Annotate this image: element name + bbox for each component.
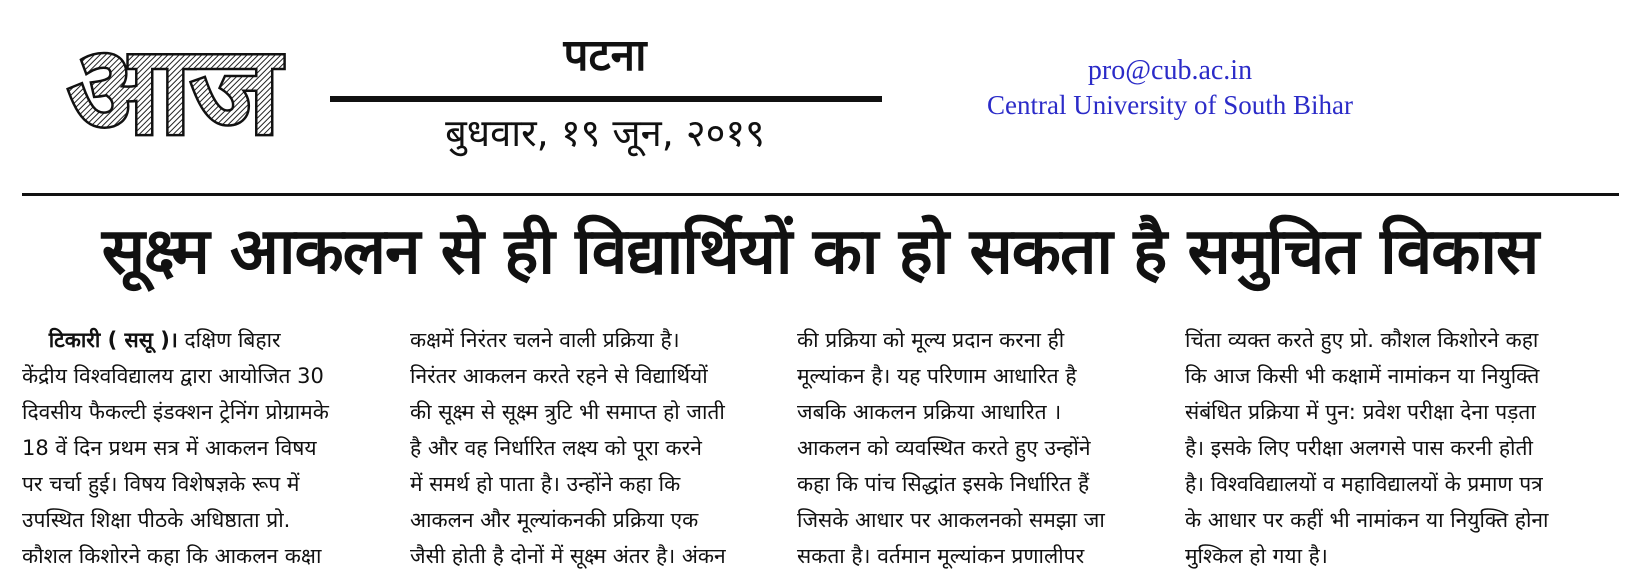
column-line: उपस्थित शिक्षा पीठके अधिष्ठाता प्रो. — [22, 508, 291, 532]
newspaper-logo — [4, 20, 344, 150]
column-line: कि आज किसी भी कक्षामें नामांकन या नियुक्ति — [1185, 364, 1540, 388]
column-line — [22, 322, 390, 358]
column-line: चिंता व्यक्त करते हुए प्रो. कौशल किशोरने कहा — [1185, 328, 1539, 352]
column-line: मुश्किल हो गया है। — [1185, 544, 1328, 568]
column-line: है। इसके लिए परीक्षा अलगसे पास करनी होती — [1185, 436, 1533, 460]
column-line: की सूक्ष्म से सूक्ष्म त्रुटि भी समाप्त हो जाती — [410, 400, 725, 424]
column-line: में समर्थ हो पाता है। उन्होंने कहा कि — [410, 472, 681, 496]
article-headline: सूक्ष्म आकलन से ही विद्यार्थियों का हो सकता है समुचित विकास — [101, 215, 1539, 289]
headline-rule — [22, 193, 1619, 196]
column-line: जैसी होती है दोनों में सूक्ष्म अंतर है। अंकन — [410, 544, 726, 568]
column-line: सकता है। वर्तमान मूल्यांकन प्रणालीपर — [797, 544, 1085, 568]
column-line: जिसके आधार पर आकलनको समझा जा — [797, 508, 1105, 532]
logo-text: आज — [68, 22, 280, 150]
article-column-2 — [410, 322, 778, 574]
column-line: जबकि आकलन प्रक्रिया आधारित । — [797, 400, 1062, 424]
article-column-3 — [797, 322, 1165, 574]
column-line: कौशल किशोरने कहा कि आकलन कक्षा — [22, 544, 322, 568]
contact-email: pro@cub.ac.in — [1087, 55, 1253, 86]
edition-city: पटना — [563, 30, 647, 81]
university-name: Central University of South Bihar — [987, 90, 1353, 120]
column-line: आकलन और मूल्यांकनकी प्रक्रिया एक — [410, 508, 699, 532]
article-column-4 — [1185, 322, 1625, 574]
column-line: 18 वें दिन प्रथम सत्र में आकलन विषय — [22, 436, 317, 460]
contact-block — [940, 54, 1400, 122]
column-line: केंद्रीय विश्वविद्यालय द्वारा आयोजित 30 — [22, 364, 324, 388]
masthead-divider — [330, 96, 882, 102]
column-line: आकलन को व्यवस्थित करते हुए उन्होंने — [797, 436, 1091, 460]
article-column-1 — [22, 322, 390, 574]
column-text: दक्षिण बिहार — [177, 328, 281, 352]
column-line: है और वह निर्धारित लक्ष्य को पूरा करने — [410, 436, 702, 460]
column-line: की प्रक्रिया को मूल्य प्रदान करना ही — [797, 328, 1065, 352]
edition-date: बुधवार, १९ जून, २०१९ — [445, 111, 765, 155]
column-line: निरंतर आकलन करते रहने से विद्यार्थियों — [410, 364, 708, 388]
column-line: है। विश्वविद्यालयों व महाविद्यालयों के प्रमाण पत्र — [1185, 472, 1543, 496]
column-line: मूल्यांकन है। यह परिणाम आधारित है — [797, 364, 1077, 388]
dateline: टिकारी ( ससू )। — [48, 328, 178, 352]
column-line: पर चर्चा हुई। विषय विशेषज्ञके रूप में — [22, 472, 300, 496]
column-line: कक्षमें निरंतर चलने वाली प्रक्रिया है। — [410, 328, 680, 352]
column-line: के आधार पर कहीं भी नामांकन या नियुक्ति होना — [1185, 508, 1549, 532]
column-line: कहा कि पांच सिद्धांत इसके निर्धारित हैं — [797, 472, 1090, 496]
column-line: दिवसीय फैकल्टी इंडक्शन ट्रेनिंग प्रोग्रामके — [22, 400, 329, 424]
column-line: संबंधित प्रक्रिया में पुन: प्रवेश परीक्षा देना पड़ता — [1185, 400, 1536, 424]
